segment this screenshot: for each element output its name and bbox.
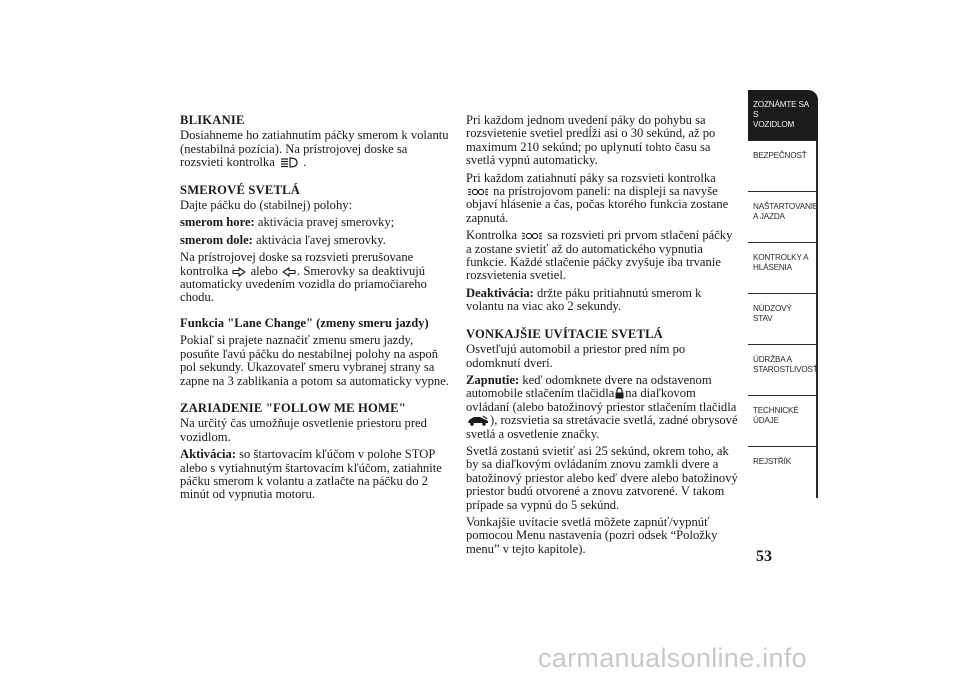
right-paragraph-3 — [466, 229, 738, 283]
aktivacia-paragraph — [180, 448, 452, 502]
tab-udrzba[interactable]: ÚDRŽBA A STAROSTLIVOSŤ — [748, 345, 818, 396]
tab-technicke-udaje[interactable]: TECHNICKÉ ÚDAJE — [748, 396, 818, 447]
left-column — [180, 114, 452, 506]
lock-icon — [615, 387, 624, 399]
zapnutie-label: Zapnutie: — [466, 372, 520, 387]
smerove-text-a: Na prístrojovej doske sa rozsvieti prerušovane kontrolka — [180, 250, 414, 278]
tab-nudzovy-stav[interactable]: NÚDZOVÝ STAV — [748, 294, 818, 345]
tab-kontrolky[interactable]: KONTROLKY A HLÁSENIA — [748, 243, 818, 294]
tab-rejstrik[interactable]: REJSTŘÍK — [748, 447, 818, 498]
deaktivacia-text: držte páku pritiahnutú smerom k volantu na viac ako 2 sekundy. — [466, 285, 702, 314]
zapnutie-text-b: na diaľkovom ovládaní (alebo batožinový priestor stlačením tlačidla — [466, 386, 737, 414]
deaktivacia-paragraph — [466, 287, 738, 314]
p3-text-b: sa rozsvieti pri prvom stlačení páčky a zostane svietiť až do automatického vypnutia funkcie. Každé stlačenie páčky zvyšuje iba trvanie rozsvietenia svetiel. — [466, 228, 733, 283]
zapnutie-text-c: ), rozsvietia sa stretávacie svetlá, zadné obrysové svetlá a osvetlenie značky. — [466, 413, 738, 441]
aktivacia-label: Aktivácia: — [180, 447, 236, 462]
turn-left-icon — [282, 267, 296, 277]
tab-zoznamte-sa[interactable]: ZOZNÁMTE SA S VOZIDLOM — [748, 90, 818, 141]
smerove-dole — [180, 234, 452, 247]
chapter-tabs — [748, 90, 818, 498]
zapnutie-paragraph — [466, 374, 738, 441]
right-paragraph-1: Pri každom jednom uvedení páky do pohybu sa rozsvietenie svetiel predĺži asi o 30 sekúnd, až po maximum 210 sekúnd; po uplynutí tohto času sa svetlá vypnú automaticky. — [466, 113, 716, 168]
watermark: carmanualsonline.info — [538, 643, 807, 673]
zapnutie-text-a: keď odomknete dvere na odstavenom automobile stlačením tlačidla — [466, 372, 712, 401]
blikanie-paragraph — [180, 129, 452, 169]
blikanie-text: Dosiahneme ho zatiahnutím páčky smerom k volantu (nestabilná pozícia). Na prístrojovej doske sa rozsvieti kontrolka — [180, 128, 449, 170]
smerove-hore — [180, 216, 452, 229]
heading-vonkajsie: VONKAJŠIE UVÍTACIE SVETLÁ — [466, 326, 663, 341]
paragraph-menu: Vonkajšie uvítacie svetlá môžete zapnúť/vypnúť pomocou Menu nastavenia (pozri odsek “Položky menu” v tejto kapitole). — [466, 514, 718, 556]
parking-light-icon — [467, 187, 489, 197]
paragraph-25-sekund: Svetlá zostanú svietiť asi 25 sekúnd, okrem toho, ak by sa diaľkovým ovládaním znovu zamkli dvere a batožinový priestor alebo keď dvere alebo batožinový priestor budú otvorené a znovu zatvorené. V takom prípade sa vypnú do 5 sekúnd. — [466, 443, 738, 512]
high-beam-icon — [279, 157, 299, 168]
heading-smerove: SMEROVÉ SVETLÁ — [180, 182, 301, 197]
heading-blikanie: BLIKANIE — [180, 113, 245, 127]
p2-text-a: Pri každom zatiahnutí páky sa rozsvieti kontrolka — [466, 170, 716, 185]
heading-follow-me-home: ZARIADENIE "FOLLOW ME HOME" — [180, 400, 406, 415]
turn-right-icon — [232, 267, 246, 277]
trunk-car-icon — [467, 415, 489, 426]
right-paragraph-2 — [466, 172, 738, 226]
blikanie-text-end: . — [303, 155, 307, 170]
smerove-text-or: alebo — [250, 263, 278, 278]
page-number: 53 — [756, 548, 772, 565]
dole-text: aktivácia ľavej smerovky. — [252, 232, 386, 247]
vonk-paragraph: Osvetľujú automobil a priestor pred ním po odomknutí dverí. — [466, 342, 686, 370]
heading-lane-change: Funkcia "Lane Change" (zmeny smeru jazdy) — [180, 315, 429, 330]
tab-nastartovanie[interactable]: NAŠTARTOVANIE A JAZDA — [748, 192, 818, 243]
lane-paragraph: Pokiaľ si prajete naznačiť zmenu smeru jazdy, posuňte ľavú páčku do nestabilnej polohy na aspoň pol sekundy. Ukazovateľ smeru vybranej strany sa zapne na 3 zablikania a potom sa automaticky vypne. — [180, 333, 449, 388]
follow-paragraph: Na určitý čas umožňuje osvetlenie priestoru pred vozidlom. — [180, 416, 427, 444]
smerove-intro: Dajte páčku do (stabilnej) polohy: — [180, 198, 353, 213]
deaktivacia-label: Deaktivácia: — [466, 285, 534, 300]
smerove-text-b: . Smerovky sa deaktivujú automaticky uvedením vozidla do priamočiareho chodu. — [180, 263, 427, 305]
p2-text-b: na prístrojovom paneli: na displeji sa navyše objaví hlásenie a čas, počas ktorého funkcia zostane zapnutá. — [466, 184, 729, 225]
aktivacia-text: so štartovacím kľúčom v polohe STOP alebo s vytiahnutým štartovacím kľúčom, zatiahnite páčku smerom k volantu a zatlačte na páčku do 2 minút od vypnutia motoru. — [180, 447, 442, 502]
p3-text-a: Kontrolka — [466, 228, 518, 243]
tab-bezpecnost[interactable]: BEZPEČNOSŤ — [748, 141, 818, 192]
dole-label: smerom dole: — [180, 232, 253, 247]
right-column — [466, 114, 738, 560]
parking-light-icon — [521, 231, 543, 241]
smerove-paragraph — [180, 251, 452, 305]
hore-label: smerom hore: — [180, 215, 255, 230]
hore-text: aktivácia pravej smerovky; — [254, 215, 395, 230]
